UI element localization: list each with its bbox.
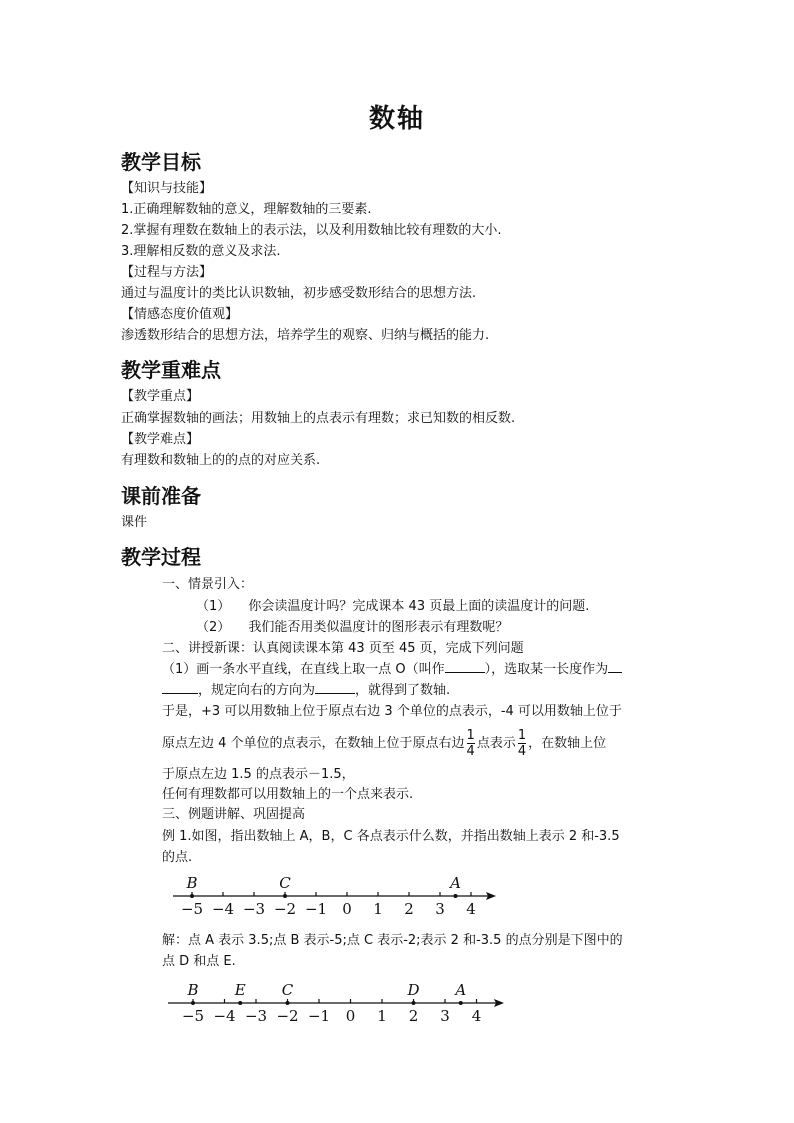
heading-process: 教学过程 — [121, 545, 201, 569]
explanation-text-b: 点表示 — [476, 736, 516, 751]
point-marker — [238, 1001, 242, 1005]
point-marker — [454, 894, 458, 898]
point-marker — [191, 1001, 195, 1005]
point-marker — [286, 1001, 290, 1005]
explanation-text-c: ，在数轴上位 — [528, 736, 607, 751]
tick-label: −2 — [273, 900, 297, 918]
explanation-text-a: 原点左边 4 个单位的点表示，在数轴上位于原点右边 — [162, 736, 465, 751]
tick-label: 1 — [377, 1007, 387, 1025]
blank-origin — [445, 661, 485, 673]
point-marker — [459, 1001, 463, 1005]
example-1-line-b: 的点. — [162, 850, 193, 865]
heading-goals: 教学目标 — [121, 150, 201, 174]
emotion-text: 渗透数形结合的思想方法，培养学生的观察、归纳与概括的能力. — [121, 328, 490, 343]
point-label: B — [187, 981, 199, 999]
tick-label: 4 — [466, 900, 476, 918]
preparation-text: 课件 — [121, 515, 148, 530]
question-1-text-d: ，就得到了数轴. — [355, 683, 451, 698]
label-difficulty: 【教学难点】 — [121, 432, 200, 447]
blank-positive-direction — [315, 682, 355, 694]
tick-label: −3 — [242, 900, 266, 918]
example-1-line-a: 例 1.如图，指出数轴上 A，B，C 各点表示什么数，并指出数轴上表示 2 和-3.5 — [162, 829, 620, 844]
fraction-one-quarter-b — [518, 728, 526, 759]
solution-line-b: 点 D 和点 E. — [162, 954, 236, 969]
tick-label: 0 — [345, 1007, 356, 1025]
focus-text: 正确掌握数轴的画法；用数轴上的点表示有理数；求已知数的相反数. — [121, 411, 516, 426]
question-1-line-b — [162, 681, 450, 701]
point-label: A — [455, 981, 467, 999]
explanation-line-2 — [162, 728, 606, 759]
point-label: E — [234, 981, 246, 999]
point-marker — [412, 1001, 416, 1005]
point-label: C — [281, 981, 294, 999]
point-marker — [190, 894, 194, 898]
explanation-line-3: 于原点左边 1.5 的点表示－1.5， — [162, 767, 355, 782]
page-title: 数轴 — [368, 104, 425, 134]
fraction-denominator: 4 — [466, 744, 475, 759]
heading-preparation: 课前准备 — [121, 484, 201, 508]
goal-item-3: 3.理解相反数的意义及求法. — [121, 244, 281, 259]
fraction-one-quarter-a — [467, 728, 475, 759]
step-1b-text: 我们能否用类似温度计的图形表示有理数呢？ — [248, 620, 509, 635]
tick-label: 0 — [342, 900, 352, 918]
tick-label: −5 — [181, 1007, 205, 1025]
question-1-text-b: ），选取某一长度作为 — [484, 662, 609, 677]
tick-label: 2 — [404, 900, 414, 918]
solution-line-a: 解：点 A 表示 3.5;点 B 表示-5;点 C 表示-2;表示 2 和-3.5 的点分别是下图中的 — [162, 933, 623, 948]
tick-label: 3 — [435, 900, 445, 918]
fraction-denominator: 4 — [517, 744, 527, 759]
blank-unit-length — [162, 682, 198, 694]
question-1-text-a: （1）画一条水平直线，在直线上取一点 O（叫作 — [162, 662, 445, 677]
tick-label: −1 — [307, 1007, 331, 1025]
tick-label: 1 — [373, 900, 383, 918]
tick-label: 2 — [408, 1007, 419, 1025]
blank-unit-start — [608, 661, 622, 673]
number-line-figure-1 — [165, 872, 510, 922]
label-process: 【过程与方法】 — [121, 265, 213, 280]
label-knowledge: 【知识与技能】 — [121, 181, 213, 196]
explanation-line-1: 于是，+3 可以用数轴上位于原点右边 3 个单位的点表示，-4 可以用数轴上位于 — [162, 704, 622, 719]
question-1-text-c: ，规定向右的方向为 — [198, 683, 316, 698]
fraction-numerator: 1 — [517, 728, 527, 743]
tick-label: −5 — [180, 900, 204, 918]
tick-label: −4 — [211, 900, 235, 918]
tick-label: −4 — [213, 1007, 236, 1025]
step-1-title: 一、情景引入： — [162, 577, 254, 592]
fraction-numerator: 1 — [466, 728, 475, 743]
point-marker — [283, 894, 287, 898]
goal-item-1: 1.正确理解数轴的意义，理解数轴的三要素. — [121, 202, 372, 217]
point-label: C — [279, 874, 291, 892]
explanation-line-4: 任何有理数都可以用数轴上的一个点来表示. — [162, 787, 414, 802]
label-focus: 【教学重点】 — [121, 389, 200, 404]
tick-label: −1 — [304, 900, 328, 918]
step-2-title: 二、讲授新课：认真阅读课本第 43 页至 45 页，完成下列问题 — [162, 641, 524, 656]
point-label: D — [407, 981, 420, 999]
step-3-title: 三、例题讲解、巩固提高 — [162, 807, 306, 822]
number-line-figure-2 — [160, 977, 515, 1027]
step-1a-number: （1） — [196, 599, 231, 614]
step-1b — [196, 618, 508, 638]
tick-label: −3 — [244, 1007, 268, 1025]
step-1a-text: 你会读温度计吗？完成课本 43 页最上面的读温度计的问题. — [248, 599, 590, 614]
goal-item-2: 2.掌握有理数在数轴上的表示法，以及利用数轴比较有理数的大小. — [121, 223, 502, 238]
tick-label: −2 — [276, 1007, 299, 1025]
tick-label: 3 — [440, 1007, 450, 1025]
process-text: 通过与温度计的类比认识数轴，初步感受数形结合的思想方法. — [121, 286, 477, 301]
step-1a — [196, 597, 589, 617]
point-label: B — [186, 874, 198, 892]
question-1-line-a — [162, 660, 622, 680]
step-1b-number: （2） — [196, 620, 231, 635]
point-label: A — [450, 874, 461, 892]
tick-label: 4 — [471, 1007, 482, 1025]
label-emotion: 【情感态度价值观】 — [121, 307, 239, 322]
heading-key-points: 教学重难点 — [121, 358, 221, 382]
difficulty-text: 有理数和数轴上的的点的对应关系. — [121, 453, 321, 468]
